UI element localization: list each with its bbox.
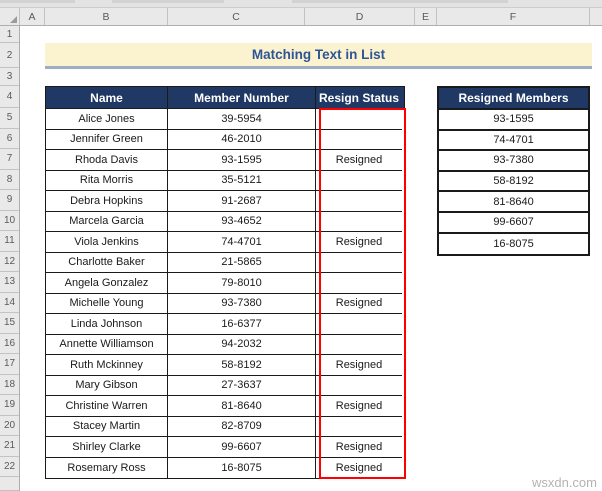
resign-status-column-header[interactable]: Resign Status bbox=[316, 87, 402, 109]
row-header-7[interactable]: 7 bbox=[0, 149, 19, 170]
member-name-cell[interactable]: Annette Williamson bbox=[46, 335, 168, 356]
watermark-text: wsxdn.com bbox=[531, 475, 597, 490]
member-number-cell[interactable]: 74-4701 bbox=[168, 232, 316, 253]
table-row bbox=[46, 335, 404, 356]
member-name-cell[interactable]: Alice Jones bbox=[46, 109, 168, 130]
member-name-cell[interactable]: Stacey Martin bbox=[46, 417, 168, 438]
row-header-17[interactable]: 17 bbox=[0, 354, 19, 375]
resign-status-cell[interactable] bbox=[316, 417, 402, 438]
column-header-c[interactable]: C bbox=[168, 8, 305, 25]
table-row bbox=[46, 232, 404, 253]
member-number-cell[interactable]: 21-5865 bbox=[168, 253, 316, 274]
member-name-cell[interactable]: Michelle Young bbox=[46, 294, 168, 315]
resign-status-cell[interactable] bbox=[316, 212, 402, 233]
member-name-cell[interactable]: Mary Gibson bbox=[46, 376, 168, 397]
ui-remnant bbox=[112, 0, 224, 3]
row-header-3[interactable]: 3 bbox=[0, 68, 19, 86]
table-row bbox=[46, 150, 404, 171]
member-name-cell[interactable]: Charlotte Baker bbox=[46, 253, 168, 274]
table-row bbox=[46, 355, 404, 376]
name-column-header[interactable]: Name bbox=[46, 87, 168, 109]
member-number-cell[interactable]: 16-8075 bbox=[168, 458, 316, 479]
row-header-10[interactable]: 10 bbox=[0, 211, 19, 232]
table-row bbox=[46, 294, 404, 315]
member-number-cell[interactable]: 93-4652 bbox=[168, 212, 316, 233]
resign-status-cell[interactable] bbox=[316, 191, 402, 212]
resign-status-cell[interactable]: Resigned bbox=[316, 437, 402, 458]
row-header-20[interactable]: 20 bbox=[0, 416, 19, 437]
table-row bbox=[46, 253, 404, 274]
table-row bbox=[46, 191, 404, 212]
row-header-2[interactable]: 2 bbox=[0, 43, 19, 68]
row-header-4[interactable]: 4 bbox=[0, 86, 19, 108]
member-name-cell[interactable]: Jennifer Green bbox=[46, 130, 168, 151]
resign-status-cell[interactable]: Resigned bbox=[316, 355, 402, 376]
table-row bbox=[46, 171, 404, 192]
member-number-cell[interactable]: 16-6377 bbox=[168, 314, 316, 335]
table-row bbox=[46, 396, 404, 417]
column-header-d[interactable]: D bbox=[305, 8, 415, 25]
resign-status-cell[interactable] bbox=[316, 314, 402, 335]
resigned-member-cell[interactable]: 99-6607 bbox=[439, 213, 588, 234]
row-header-16[interactable]: 16 bbox=[0, 334, 19, 355]
row-header-9[interactable]: 9 bbox=[0, 190, 19, 211]
resigned-member-cell[interactable]: 93-7380 bbox=[439, 151, 588, 172]
member-number-cell[interactable]: 27-3637 bbox=[168, 376, 316, 397]
member-number-column-header[interactable]: Member Number bbox=[168, 87, 316, 109]
title-underline bbox=[45, 66, 592, 69]
select-all-corner[interactable] bbox=[0, 8, 20, 25]
row-header-12[interactable]: 12 bbox=[0, 252, 19, 273]
resign-status-cell[interactable]: Resigned bbox=[316, 396, 402, 417]
row-header-8[interactable]: 8 bbox=[0, 170, 19, 191]
member-number-cell[interactable]: 91-2687 bbox=[168, 191, 316, 212]
member-number-cell[interactable]: 82-8709 bbox=[168, 417, 316, 438]
resigned-member-cell[interactable]: 81-8640 bbox=[439, 192, 588, 213]
resigned-member-cell[interactable]: 74-4701 bbox=[439, 131, 588, 152]
page-title: Matching Text in List bbox=[251, 47, 386, 62]
members-table bbox=[45, 86, 405, 479]
row-header-11[interactable]: 11 bbox=[0, 231, 19, 252]
table-row bbox=[46, 417, 404, 438]
member-name-cell[interactable]: Linda Johnson bbox=[46, 314, 168, 335]
resigned-members-table bbox=[437, 86, 590, 256]
row-header-18[interactable]: 18 bbox=[0, 375, 19, 396]
table-row bbox=[46, 314, 404, 335]
row-header-15[interactable]: 15 bbox=[0, 313, 19, 334]
table-row bbox=[46, 212, 404, 233]
member-number-cell[interactable]: 35-5121 bbox=[168, 171, 316, 192]
member-number-cell[interactable]: 93-7380 bbox=[168, 294, 316, 315]
resign-status-cell[interactable]: Resigned bbox=[316, 458, 402, 479]
resign-status-cell[interactable] bbox=[316, 273, 402, 294]
row-header-5[interactable]: 5 bbox=[0, 108, 19, 129]
table-row bbox=[46, 458, 404, 479]
row-header-22[interactable]: 22 bbox=[0, 457, 19, 478]
column-header-b[interactable]: B bbox=[45, 8, 168, 25]
ui-remnant bbox=[0, 0, 75, 3]
member-name-cell[interactable]: Rosemary Ross bbox=[46, 458, 168, 479]
row-header-14[interactable]: 14 bbox=[0, 293, 19, 314]
resign-status-cell[interactable] bbox=[316, 109, 402, 130]
row-header-19[interactable]: 19 bbox=[0, 395, 19, 416]
resign-status-cell[interactable]: Resigned bbox=[316, 294, 402, 315]
member-number-cell[interactable]: 99-6607 bbox=[168, 437, 316, 458]
sheet-title-banner[interactable] bbox=[45, 43, 592, 66]
resign-status-cell[interactable] bbox=[316, 171, 402, 192]
table-row bbox=[46, 109, 404, 130]
resign-status-cell[interactable] bbox=[316, 335, 402, 356]
row-header-1[interactable]: 1 bbox=[0, 26, 19, 43]
column-header-f[interactable]: F bbox=[437, 8, 590, 25]
table-row bbox=[46, 376, 404, 397]
resigned-members-header[interactable]: Resigned Members bbox=[439, 88, 588, 110]
column-header-a[interactable]: A bbox=[20, 8, 45, 25]
member-name-cell[interactable]: Viola Jenkins bbox=[46, 232, 168, 253]
member-number-cell[interactable]: 58-8192 bbox=[168, 355, 316, 376]
member-name-cell[interactable]: Marcela Garcia bbox=[46, 212, 168, 233]
member-number-cell[interactable]: 81-8640 bbox=[168, 396, 316, 417]
members-table-header-row bbox=[46, 87, 404, 109]
row-header-13[interactable]: 13 bbox=[0, 272, 19, 293]
table-row bbox=[46, 273, 404, 294]
column-header-e[interactable]: E bbox=[415, 8, 437, 25]
row-header-6[interactable]: 6 bbox=[0, 129, 19, 150]
resign-status-cell[interactable] bbox=[316, 376, 402, 397]
column-header-filler bbox=[590, 8, 602, 25]
table-row bbox=[46, 437, 404, 458]
member-name-cell[interactable]: Shirley Clarke bbox=[46, 437, 168, 458]
member-number-cell[interactable]: 93-1595 bbox=[168, 150, 316, 171]
member-name-cell[interactable]: Ruth Mckinney bbox=[46, 355, 168, 376]
member-number-cell[interactable]: 94-2032 bbox=[168, 335, 316, 356]
member-name-cell[interactable]: Angela Gonzalez bbox=[46, 273, 168, 294]
member-name-cell[interactable]: Rita Morris bbox=[46, 171, 168, 192]
member-name-cell[interactable]: Debra Hopkins bbox=[46, 191, 168, 212]
column-header-row bbox=[0, 8, 602, 26]
member-number-cell[interactable]: 39-5954 bbox=[168, 109, 316, 130]
resigned-member-cell[interactable]: 16-8075 bbox=[439, 234, 588, 255]
formula-bar-remnant bbox=[0, 0, 602, 8]
row-header-21[interactable]: 21 bbox=[0, 436, 19, 457]
member-number-cell[interactable]: 79-8010 bbox=[168, 273, 316, 294]
resign-status-cell[interactable] bbox=[316, 130, 402, 151]
member-name-cell[interactable]: Christine Warren bbox=[46, 396, 168, 417]
select-all-triangle-icon bbox=[10, 16, 17, 23]
resign-status-cell[interactable]: Resigned bbox=[316, 150, 402, 171]
resign-status-cell[interactable] bbox=[316, 253, 402, 274]
member-name-cell[interactable]: Rhoda Davis bbox=[46, 150, 168, 171]
resigned-member-cell[interactable]: 58-8192 bbox=[439, 172, 588, 193]
table-row bbox=[46, 130, 404, 151]
resigned-member-cell[interactable]: 93-1595 bbox=[439, 110, 588, 131]
member-number-cell[interactable]: 46-2010 bbox=[168, 130, 316, 151]
resign-status-cell[interactable]: Resigned bbox=[316, 232, 402, 253]
ui-remnant bbox=[292, 0, 508, 3]
row-header-23-partial bbox=[0, 477, 19, 491]
row-header-column bbox=[0, 26, 20, 491]
